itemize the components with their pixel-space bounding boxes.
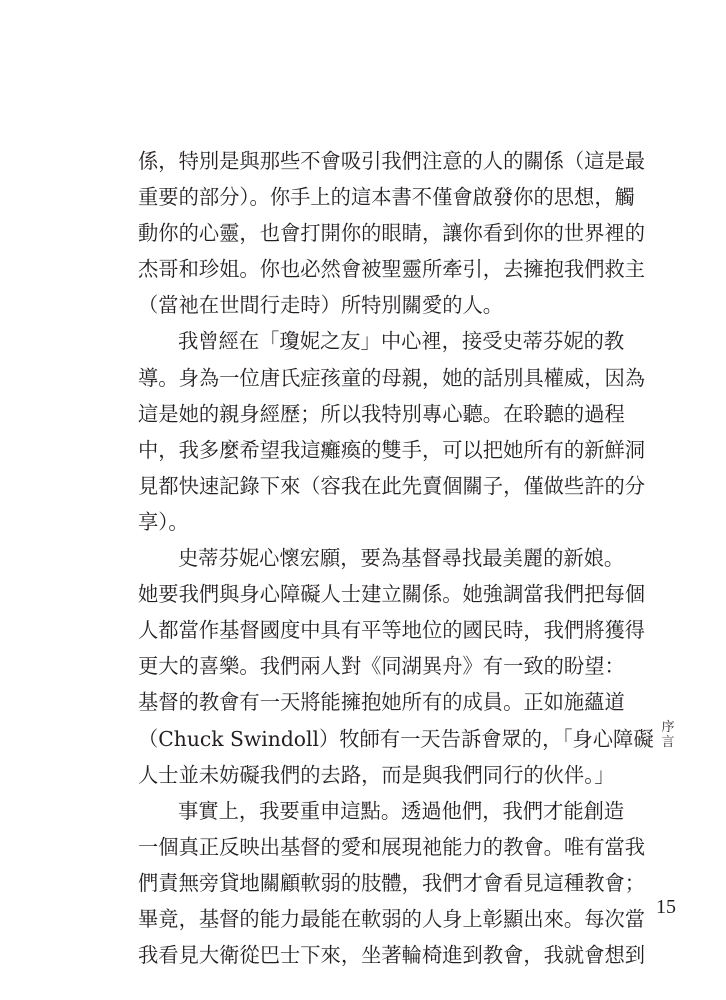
text-line: 事實上，我要重申這點。透過他們，我們才能創造 [178,798,625,823]
section-label-char: 序 [661,720,675,735]
text-line: 享）。 [138,509,189,534]
text-line: 這是她的親身經歷；所以我特別專心聽。在聆聽的過程 [138,401,625,426]
text-line: 重要的部分）。你手上的這本書不僅會啟發你的思想，觸 [138,185,635,210]
text-line: 畢竟，基督的能力最能在軟弱的人身上彰顯出來。每次當 [138,906,646,931]
text-line: 基督的教會有一天將能擁抱她所有的成員。正如施蘊道 [138,690,625,715]
page-number: 15 [656,896,676,918]
text-line: 人士並未妨礙我們的去路，而是與我們同行的伙伴。」 [138,762,615,787]
text-line: 動你的心靈，也會打開你的眼睛，讓你看到你的世界裡的 [138,221,646,246]
text-line: 中，我多麼希望我這癱瘓的雙手，可以把她所有的新鮮洞 [138,437,646,462]
text-line: 我看見大衛從巴士下來，坐著輪椅進到教會，我就會想到 [138,943,646,968]
text-line: 見都快速記錄下來（容我在此先賣個關子，僅做些許的分 [138,473,646,498]
body-text [138,143,654,973]
section-label [660,720,676,750]
text-line: 係，特別是與那些不會吸引我們注意的人的關係（這是最 [138,149,646,173]
text-line: 導。身為一位唐氏症孩童的母親，她的話別具權威，因為 [138,365,646,390]
text-line: （Chuck Swindoll）牧師有一天告訴會眾的，「身心障礙 [138,726,654,751]
text-line: 們責無旁貸地關顧軟弱的肢體，我們才會看見這種教會； [138,870,646,895]
text-line: （當祂在世間行走時）所特別關愛的人。 [138,293,504,318]
section-label-char: 言 [661,735,675,750]
text-line: 更大的喜樂。我們兩人對《同湖異舟》有一致的盼望： [138,654,625,679]
text-line: 我曾經在「瓊妮之友」中心裡，接受史蒂芬妮的教 [178,329,625,354]
text-line: 人都當作基督國度中具有平等地位的國民時，我們將獲得 [138,618,646,643]
text-line: 杰哥和珍姐。你也必然會被聖靈所牽引，去擁抱我們救主 [138,257,646,282]
text-line: 一個真正反映出基督的愛和展現祂能力的教會。唯有當我 [138,834,646,859]
text-line: 史蒂芬妮心懷宏願，要為基督尋找最美麗的新娘。 [178,546,625,571]
text-line: 她要我們與身心障礙人士建立關係。她強調當我們把每個 [138,582,646,607]
